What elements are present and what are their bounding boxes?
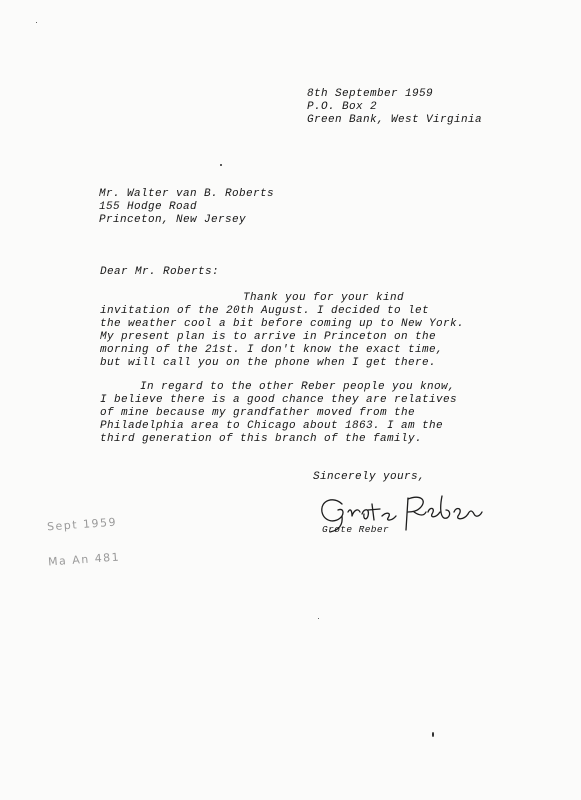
return-po-box: P.O. Box 2	[307, 101, 378, 113]
paragraph-2-line: In regard to the other Reber people you know,	[140, 381, 456, 393]
paragraph-1-line: Thank you for your kind	[243, 292, 405, 304]
paragraph-1-line: but will call you on the phone when I get there.	[100, 357, 437, 369]
pencil-annotation-archive: Ma An 481	[47, 550, 121, 569]
recipient-street: 155 Hodge Road	[99, 201, 198, 213]
scan-speck	[36, 22, 37, 23]
salutation: Dear Mr. Roberts:	[100, 266, 220, 278]
paragraph-1-line: the weather cool a bit before coming up to New York.	[100, 318, 465, 330]
paragraph-2	[100, 381, 457, 446]
paragraph-1	[100, 292, 464, 370]
paragraph-2-line: I believe there is a good chance they are relatives	[100, 394, 458, 406]
scan-speck	[318, 618, 319, 619]
paragraph-2-line: third generation of this branch of the family.	[100, 433, 423, 445]
pencil-annotation-date: Sept 1959	[46, 515, 118, 534]
paragraph-1-line: My present plan is to arrive in Princeton on the	[100, 331, 437, 343]
recipient-address-block	[99, 188, 274, 227]
paragraph-2-line: Philadelphia area to Chicago about 1863. I am the	[100, 420, 444, 432]
scan-speck	[432, 732, 434, 737]
recipient-name: Mr. Walter van B. Roberts	[99, 188, 275, 200]
recipient-city: Princeton, New Jersey	[99, 214, 247, 226]
date-address-block	[307, 88, 482, 127]
paragraph-1-line: morning of the 21st. I don't know the exact time,	[100, 344, 444, 356]
paragraph-1-line: invitation of the 20th August. I decided to let	[100, 305, 430, 317]
paragraph-2-line: of mine because my grandfather moved from the	[100, 407, 416, 419]
return-city: Green Bank, West Virginia	[307, 114, 483, 126]
typed-name: Grote Reber	[322, 524, 390, 535]
scan-speck	[220, 164, 222, 166]
closing: Sincerely yours,	[313, 471, 426, 483]
letter-date: 8th September 1959	[307, 88, 434, 100]
